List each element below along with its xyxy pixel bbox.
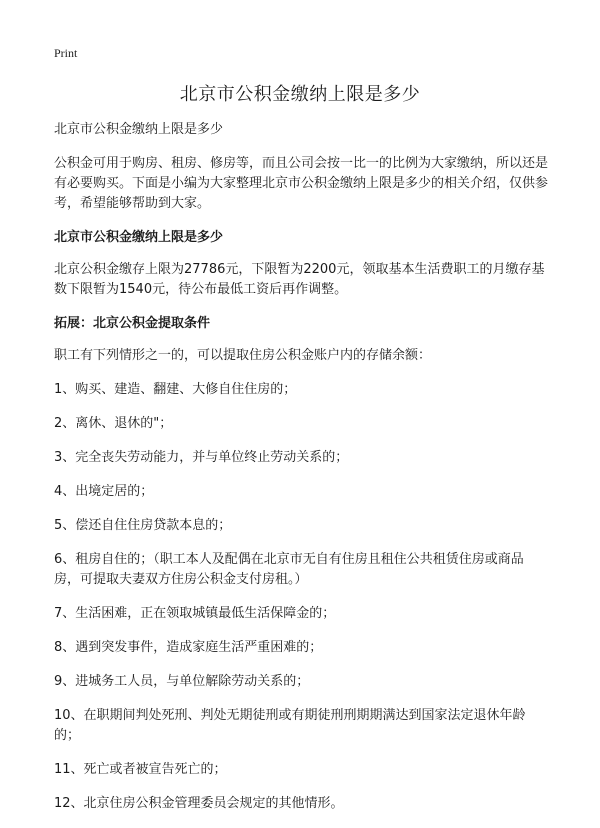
print-label: Print xyxy=(54,46,78,60)
intro-paragraph: 公积金可用于购房、租房、修房等，而且公司会按一比一的比例为大家缴纳，所以还是有必要购买。下面是小编为大家整理北京市公积金缴纳上限是多少的相关介绍，仅供参考，希望能够帮助到大家。 xyxy=(54,156,549,211)
document-body xyxy=(54,120,548,828)
list-item: 9、进城务工人员，与单位解除劳动关系的； xyxy=(54,674,310,689)
list-item: 11、死亡或者被宣告死亡的； xyxy=(54,762,227,777)
list-item: 5、偿还自住住房贷款本息的； xyxy=(54,518,232,533)
list-item: 6、租房自住的；（职工本人及配偶在北京市无自有住房且租住公共租赁住房或商品房，可提取夫妻双方住房公积金支付房租。） xyxy=(54,552,524,587)
limit-paragraph: 北京公积金缴存上限为27786元，下限暂为2200元，领取基本生活费职工的月缴存基数下限暂为1540元，待公布最低工资后再作调整。 xyxy=(54,262,545,297)
page-title: 北京市公积金缴纳上限是多少 xyxy=(179,84,421,105)
list-item: 4、出境定居的； xyxy=(54,484,154,499)
section-heading-limit: 北京市公积金缴纳上限是多少 xyxy=(54,230,224,245)
list-item: 10、在职期间判处死刑、判处无期徒刑或有期徒刑刑期期满达到国家法定退休年龄的； xyxy=(54,708,526,743)
list-item: 2、离休、退休的"； xyxy=(54,416,173,431)
section-heading-withdrawal: 拓展：北京公积金提取条件 xyxy=(54,316,211,331)
subtitle: 北京市公积金缴纳上限是多少 xyxy=(54,122,224,137)
list-item: 3、完全丧失劳动能力，并与单位终止劳动关系的； xyxy=(54,450,349,465)
list-item: 12、北京住房公积金管理委员会规定的其他情形。 xyxy=(54,796,344,811)
list-item: 7、生活困难，正在领取城镇最低生活保障金的； xyxy=(54,606,336,621)
withdrawal-lead: 职工有下列情形之一的，可以提取住房公积金账户内的存储余额： xyxy=(54,348,432,363)
list-item: 8、遇到突发事件，造成家庭生活严重困难的； xyxy=(54,640,323,655)
list-item: 1、购买、建造、翻建、大修自住住房的； xyxy=(54,382,297,397)
